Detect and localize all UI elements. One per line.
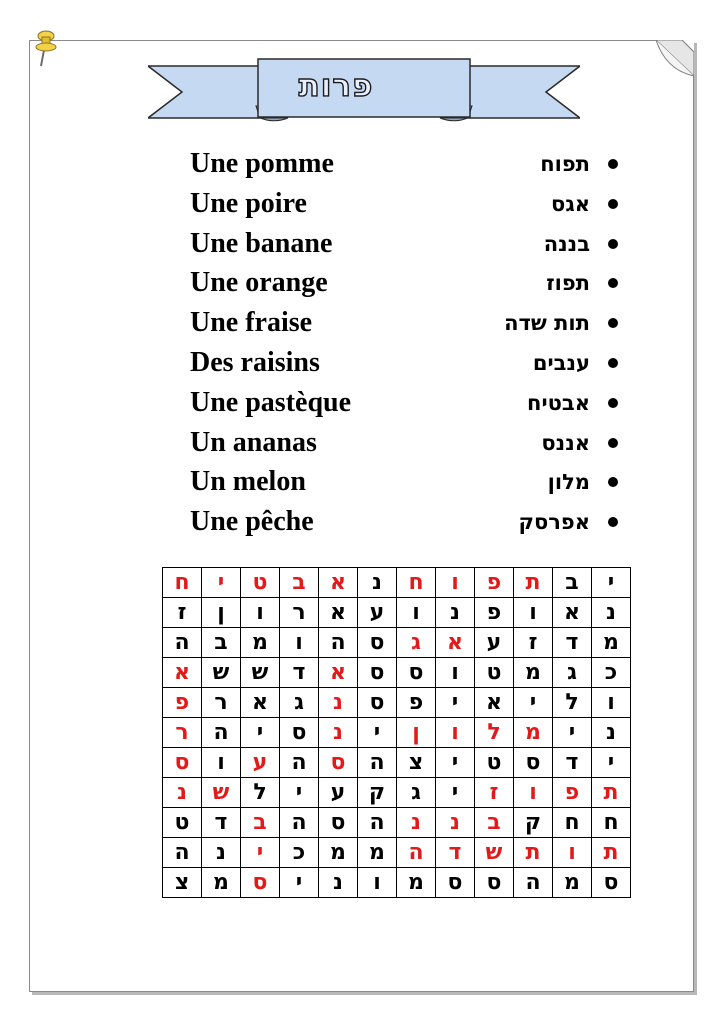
- grid-cell: ו: [514, 778, 553, 808]
- grid-cell: ג: [397, 778, 436, 808]
- grid-cell: נ: [319, 718, 358, 748]
- grid-row: [163, 808, 631, 838]
- grid-cell: פ: [163, 688, 202, 718]
- grid-cell: ק: [514, 808, 553, 838]
- grid-cell: ה: [163, 628, 202, 658]
- grid-cell: ב: [553, 568, 592, 598]
- grid-cell: ה: [514, 868, 553, 898]
- grid-cell: ק: [358, 778, 397, 808]
- grid-cell: ש: [241, 658, 280, 688]
- grid-row: [163, 718, 631, 748]
- vocabulary-item: [190, 144, 620, 184]
- grid-cell: ו: [280, 628, 319, 658]
- grid-row: [163, 778, 631, 808]
- grid-cell: כ: [280, 838, 319, 868]
- grid-cell: נ: [436, 808, 475, 838]
- grid-row: [163, 568, 631, 598]
- grid-cell: ס: [358, 688, 397, 718]
- grid-cell: ח: [553, 808, 592, 838]
- grid-cell: ס: [280, 718, 319, 748]
- hebrew-word: מלון: [547, 470, 590, 495]
- grid-cell: ע: [319, 778, 358, 808]
- grid-cell: ן: [202, 598, 241, 628]
- grid-cell: י: [553, 718, 592, 748]
- bullet-icon: [608, 358, 618, 368]
- grid-cell: ב: [202, 628, 241, 658]
- grid-cell: מ: [397, 868, 436, 898]
- grid-cell: ו: [202, 748, 241, 778]
- grid-row: [163, 628, 631, 658]
- grid-cell: ב: [475, 808, 514, 838]
- vocabulary-item: [190, 224, 620, 264]
- grid-row: [163, 598, 631, 628]
- grid-cell: ס: [397, 658, 436, 688]
- grid-cell: פ: [475, 598, 514, 628]
- grid-cell: י: [436, 748, 475, 778]
- french-word: Une fraise: [190, 307, 313, 339]
- vocabulary-item: [190, 462, 620, 502]
- french-word: Des raisins: [190, 346, 320, 378]
- french-word: Une orange: [190, 267, 328, 299]
- grid-row: [163, 748, 631, 778]
- grid-cell: ע: [241, 748, 280, 778]
- grid-cell: א: [241, 688, 280, 718]
- grid-row: [163, 658, 631, 688]
- word-search-grid: [162, 567, 631, 898]
- grid-cell: ן: [397, 718, 436, 748]
- grid-cell: כ: [592, 658, 631, 688]
- grid-cell: ד: [436, 838, 475, 868]
- grid-cell: נ: [592, 598, 631, 628]
- grid-cell: מ: [358, 838, 397, 868]
- grid-cell: ט: [163, 808, 202, 838]
- grid-cell: ב: [241, 808, 280, 838]
- grid-cell: ע: [358, 598, 397, 628]
- grid-cell: ז: [475, 778, 514, 808]
- french-word: Une banane: [190, 227, 333, 259]
- vocabulary-item: [190, 383, 620, 423]
- grid-cell: ס: [319, 808, 358, 838]
- bullet-icon: [608, 199, 618, 209]
- vocabulary-item: [190, 343, 620, 383]
- grid-cell: ל: [241, 778, 280, 808]
- grid-cell: נ: [592, 718, 631, 748]
- bullet-icon: [608, 438, 618, 448]
- grid-cell: ו: [592, 688, 631, 718]
- french-word: Une poire: [190, 187, 307, 219]
- grid-cell: י: [202, 568, 241, 598]
- grid-cell: נ: [202, 838, 241, 868]
- grid-cell: ת: [592, 778, 631, 808]
- grid-cell: ת: [514, 838, 553, 868]
- french-word: Une pomme: [190, 148, 334, 179]
- grid-cell: י: [436, 688, 475, 718]
- grid-cell: מ: [241, 628, 280, 658]
- grid-cell: ת: [514, 568, 553, 598]
- grid-cell: ל: [475, 718, 514, 748]
- grid-cell: ר: [202, 688, 241, 718]
- grid-cell: ה: [280, 748, 319, 778]
- hebrew-word: תות שדה: [504, 311, 590, 336]
- grid-cell: א: [436, 628, 475, 658]
- grid-cell: ח: [592, 808, 631, 838]
- grid-cell: ס: [514, 748, 553, 778]
- grid-cell: מ: [514, 718, 553, 748]
- grid-cell: ס: [319, 748, 358, 778]
- vocabulary-item: [190, 303, 620, 343]
- french-word: Une pêche: [190, 506, 314, 538]
- grid-cell: ט: [475, 748, 514, 778]
- hebrew-word: תפוז: [546, 271, 590, 296]
- grid-cell: ג: [397, 628, 436, 658]
- grid-cell: ס: [358, 628, 397, 658]
- grid-cell: י: [514, 688, 553, 718]
- grid-cell: מ: [319, 838, 358, 868]
- grid-cell: מ: [202, 868, 241, 898]
- grid-row: [163, 838, 631, 868]
- grid-cell: ס: [475, 868, 514, 898]
- grid-cell: ו: [553, 838, 592, 868]
- grid-cell: פ: [475, 568, 514, 598]
- grid-cell: ה: [280, 808, 319, 838]
- grid-cell: ש: [202, 658, 241, 688]
- grid-cell: ה: [358, 748, 397, 778]
- grid-cell: ט: [475, 658, 514, 688]
- grid-cell: ט: [241, 568, 280, 598]
- grid-cell: ג: [553, 658, 592, 688]
- hebrew-word: תפוח: [540, 152, 590, 176]
- french-word: Un ananas: [190, 426, 317, 458]
- bullet-icon: [608, 159, 618, 169]
- grid-cell: ו: [436, 658, 475, 688]
- french-word: Une pastèque: [190, 386, 352, 418]
- vocabulary-item: [190, 502, 620, 542]
- hebrew-word: ענבים: [532, 350, 590, 375]
- bullet-icon: [608, 278, 618, 288]
- grid-cell: ב: [280, 568, 319, 598]
- french-word: Un melon: [190, 466, 306, 498]
- bullet-icon: [608, 477, 618, 487]
- grid-cell: ה: [202, 718, 241, 748]
- page-title: פרות: [298, 68, 374, 104]
- grid-cell: נ: [436, 598, 475, 628]
- grid-cell: ה: [319, 628, 358, 658]
- hebrew-word: אננס: [541, 430, 590, 455]
- grid-cell: א: [163, 658, 202, 688]
- grid-cell: י: [241, 718, 280, 748]
- grid-cell: ע: [475, 628, 514, 658]
- grid-cell: ל: [553, 688, 592, 718]
- grid-cell: צ: [163, 868, 202, 898]
- grid-cell: א: [319, 568, 358, 598]
- hebrew-word: בננה: [543, 231, 590, 256]
- grid-cell: י: [592, 748, 631, 778]
- grid-cell: ג: [280, 688, 319, 718]
- bullet-icon: [608, 517, 618, 527]
- grid-cell: ס: [241, 868, 280, 898]
- grid-cell: נ: [319, 868, 358, 898]
- grid-cell: י: [280, 868, 319, 898]
- grid-cell: ר: [163, 718, 202, 748]
- bullet-icon: [608, 239, 618, 249]
- grid-cell: מ: [514, 658, 553, 688]
- grid-cell: ס: [163, 748, 202, 778]
- grid-cell: י: [358, 718, 397, 748]
- grid-cell: ת: [592, 838, 631, 868]
- grid-cell: ח: [163, 568, 202, 598]
- grid-cell: נ: [163, 778, 202, 808]
- grid-cell: ו: [436, 718, 475, 748]
- grid-cell: נ: [358, 568, 397, 598]
- grid-cell: נ: [397, 808, 436, 838]
- hebrew-word: אגס: [551, 191, 590, 216]
- hebrew-word: אבטיח: [527, 390, 590, 415]
- bullet-icon: [608, 398, 618, 408]
- bullet-icon: [608, 318, 618, 328]
- grid-cell: ח: [397, 568, 436, 598]
- grid-cell: א: [319, 598, 358, 628]
- grid-cell: ו: [397, 598, 436, 628]
- grid-cell: י: [436, 778, 475, 808]
- grid-cell: ו: [514, 598, 553, 628]
- grid-cell: ס: [436, 868, 475, 898]
- grid-cell: ו: [241, 598, 280, 628]
- grid-row: [163, 688, 631, 718]
- grid-cell: ו: [436, 568, 475, 598]
- vocabulary-list: [190, 144, 620, 542]
- vocabulary-item: [190, 423, 620, 463]
- grid-cell: ד: [280, 658, 319, 688]
- grid-cell: צ: [397, 748, 436, 778]
- grid-cell: א: [319, 658, 358, 688]
- grid-cell: ר: [280, 598, 319, 628]
- vocabulary-item: [190, 184, 620, 224]
- pushpin-icon: [32, 28, 60, 68]
- grid-cell: ס: [592, 868, 631, 898]
- vocabulary-item: [190, 263, 620, 303]
- grid-cell: ה: [163, 838, 202, 868]
- grid-cell: י: [241, 838, 280, 868]
- grid-cell: ש: [202, 778, 241, 808]
- grid-cell: ה: [358, 808, 397, 838]
- grid-cell: ש: [475, 838, 514, 868]
- grid-cell: ה: [397, 838, 436, 868]
- hebrew-word: אפרסק: [518, 510, 590, 535]
- page-curl-corner: [656, 40, 694, 76]
- grid-cell: י: [280, 778, 319, 808]
- grid-cell: פ: [553, 778, 592, 808]
- grid-cell: ו: [358, 868, 397, 898]
- grid-cell: פ: [397, 688, 436, 718]
- grid-cell: נ: [319, 688, 358, 718]
- grid-cell: ז: [163, 598, 202, 628]
- grid-cell: ד: [553, 628, 592, 658]
- grid-cell: מ: [592, 628, 631, 658]
- grid-cell: מ: [553, 868, 592, 898]
- grid-cell: א: [475, 688, 514, 718]
- grid-cell: ד: [553, 748, 592, 778]
- grid-row: [163, 868, 631, 898]
- grid-cell: י: [592, 568, 631, 598]
- grid-cell: ז: [514, 628, 553, 658]
- grid-cell: ד: [202, 808, 241, 838]
- grid-cell: ס: [358, 658, 397, 688]
- grid-cell: א: [553, 598, 592, 628]
